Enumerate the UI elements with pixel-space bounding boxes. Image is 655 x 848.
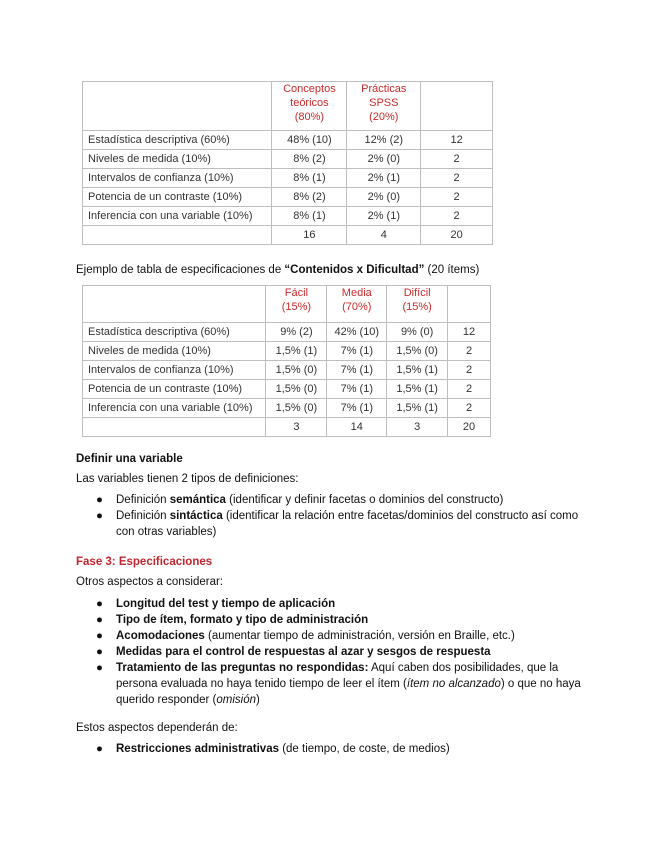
- bullet-icon: ●: [96, 662, 103, 674]
- row-total: 2: [421, 169, 493, 188]
- column-header: Fácil (15%): [266, 286, 327, 323]
- table-row: [83, 188, 493, 207]
- column-header: Media (70%): [327, 286, 387, 323]
- cell: 1,5% (0): [387, 342, 448, 361]
- column-header: Conceptos teóricos (80%): [272, 82, 347, 131]
- cell: 42% (10): [327, 323, 387, 342]
- row-total: 2: [448, 342, 491, 361]
- row-label: Inferencia con una variable (10%): [83, 207, 272, 226]
- bullet-icon: ●: [96, 494, 103, 506]
- row-total: 2: [421, 150, 493, 169]
- bullet-icon: ●: [96, 630, 103, 642]
- row-label: Niveles de medida (10%): [83, 342, 266, 361]
- cell: 12% (2): [347, 131, 421, 150]
- cell: 2% (0): [347, 150, 421, 169]
- table-row: [83, 361, 491, 380]
- cell: 1,5% (1): [387, 380, 448, 399]
- row-label: Estadística descriptiva (60%): [83, 323, 266, 342]
- table-totals-row: [83, 418, 491, 437]
- bullet-icon: ●: [96, 510, 103, 522]
- cell: 1,5% (1): [387, 399, 448, 418]
- bullet-icon: ●: [96, 598, 103, 610]
- column-total: 4: [347, 226, 421, 245]
- variable-definitions-list: [76, 492, 586, 540]
- cell: 48% (10): [272, 131, 347, 150]
- list-item: ● Tratamiento de las preguntas no respondidas: Aquí caben dos posibilidades, que la persona evaluada no haya tenido tiempo de leer el ítem (ítem no alcanzado) o que no haya querido responder (omisión): [96, 662, 581, 706]
- row-label: Potencia de un contraste (10%): [83, 380, 266, 399]
- cell: 9% (0): [387, 323, 448, 342]
- depends-intro: Estos aspectos dependerán de:: [76, 722, 238, 734]
- row-total: 12: [448, 323, 491, 342]
- cell: 8% (2): [272, 150, 347, 169]
- column-total: 3: [266, 418, 327, 437]
- column-total: 3: [387, 418, 448, 437]
- row-total: 2: [448, 361, 491, 380]
- table-row: [83, 323, 491, 342]
- table-row: [83, 150, 493, 169]
- bullet-icon: ●: [96, 646, 103, 658]
- table2-caption: Ejemplo de tabla de especificaciones de “Contenidos x Dificultad” (20 ítems): [76, 264, 480, 276]
- column-header: Prácticas SPSS (20%): [347, 82, 421, 131]
- row-total: 2: [448, 399, 491, 418]
- cell: 1,5% (0): [266, 361, 327, 380]
- column-total: 14: [327, 418, 387, 437]
- cell: 9% (2): [266, 323, 327, 342]
- depends-list: [76, 741, 586, 757]
- section-title-variable: Definir una variable: [76, 453, 183, 465]
- column-header: Difícil (15%): [387, 286, 448, 323]
- cell: 7% (1): [327, 380, 387, 399]
- table-row: [83, 342, 491, 361]
- row-label: Intervalos de confianza (10%): [83, 169, 272, 188]
- bullet-icon: ●: [96, 743, 103, 755]
- list-item: ● Longitud del test y tiempo de aplicación: [96, 598, 336, 610]
- row-total: 12: [421, 131, 493, 150]
- cell: 2% (1): [347, 169, 421, 188]
- table-row: [83, 380, 491, 399]
- row-label: Inferencia con una variable (10%): [83, 399, 266, 418]
- table-corner-cell: [83, 82, 272, 131]
- row-label: Niveles de medida (10%): [83, 150, 272, 169]
- list-item: ● Restricciones administrativas (de tiempo, de coste, de medios): [96, 743, 450, 755]
- cell: 8% (1): [272, 207, 347, 226]
- cell: 1,5% (0): [266, 399, 327, 418]
- list-item: ● Definición sintáctica (identificar la relación entre facetas/dominios del constructo así como con otras variables): [96, 510, 579, 538]
- list-item: ● Medidas para el control de respuestas al azar y sesgos de respuesta: [96, 646, 491, 658]
- cell: 8% (2): [272, 188, 347, 207]
- spec-table-concepts-practice: [82, 81, 493, 245]
- table-row: [83, 131, 493, 150]
- cell: 1,5% (0): [266, 380, 327, 399]
- row-total: 2: [448, 380, 491, 399]
- row-label: Potencia de un contraste (10%): [83, 188, 272, 207]
- table-row: [83, 169, 493, 188]
- section-intro-variable: Las variables tienen 2 tipos de definiciones:: [76, 473, 299, 485]
- cell: 8% (1): [272, 169, 347, 188]
- table-row: [83, 207, 493, 226]
- cell: 7% (1): [327, 399, 387, 418]
- row-total: 2: [421, 188, 493, 207]
- row-label: Intervalos de confianza (10%): [83, 361, 266, 380]
- fase3-aspects-list: [76, 596, 586, 708]
- empty-cell: [83, 418, 266, 437]
- cell: 1,5% (1): [266, 342, 327, 361]
- grand-total: 20: [448, 418, 491, 437]
- row-total: 2: [421, 207, 493, 226]
- cell: 7% (1): [327, 342, 387, 361]
- section-intro-fase3: Otros aspectos a considerar:: [76, 576, 224, 588]
- column-total: 16: [272, 226, 347, 245]
- cell: 7% (1): [327, 361, 387, 380]
- section-title-fase3: Fase 3: Especificaciones: [76, 556, 213, 568]
- list-item: ● Acomodaciones (aumentar tiempo de administración, versión en Braille, etc.): [96, 630, 515, 642]
- cell: 2% (0): [347, 188, 421, 207]
- list-item: ● Definición semántica (identificar y definir facetas o dominios del constructo): [96, 494, 504, 506]
- table-totals-row: [83, 226, 493, 245]
- spec-table-content-difficulty: [82, 285, 491, 437]
- table-corner-cell: [83, 286, 266, 323]
- column-header-total: [421, 82, 493, 131]
- bullet-icon: ●: [96, 614, 103, 626]
- column-header-total: [448, 286, 491, 323]
- table-row: [83, 399, 491, 418]
- row-label: Estadística descriptiva (60%): [83, 131, 272, 150]
- cell: 2% (1): [347, 207, 421, 226]
- empty-cell: [83, 226, 272, 245]
- list-item: ● Tipo de ítem, formato y tipo de administración: [96, 614, 369, 626]
- cell: 1,5% (1): [387, 361, 448, 380]
- grand-total: 20: [421, 226, 493, 245]
